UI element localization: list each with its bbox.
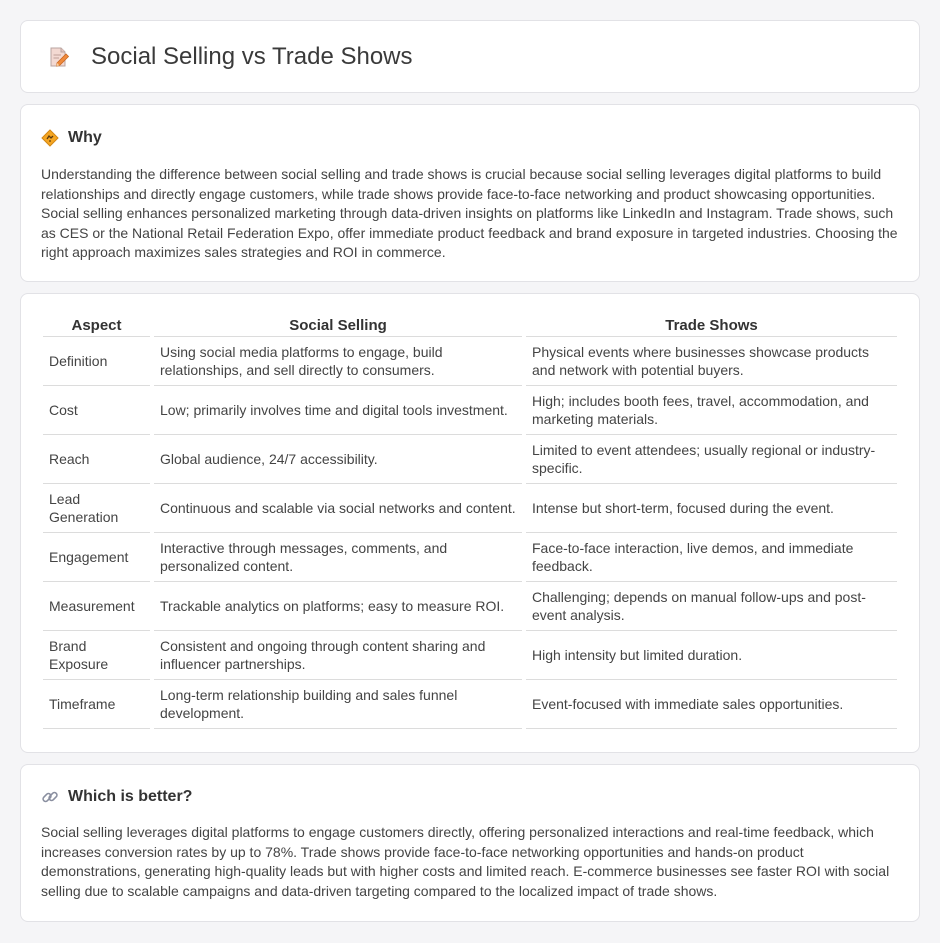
document-edit-icon <box>48 46 70 68</box>
row-aspect: Lead Generation <box>43 484 150 533</box>
why-section <box>20 104 920 282</box>
row-aspect: Brand Exposure <box>43 631 150 680</box>
row-social-selling: Global audience, 24/7 accessibility. <box>154 435 522 484</box>
page-title: Social Selling vs Trade Shows <box>91 42 413 70</box>
table-row <box>43 484 897 533</box>
which-text: Social selling leverages digital platforms to engage customers directly, offering personalized interactions and real-time feedback, which increases conversion rates by up to 78%. Trade shows provide face-to-face networking opportunities and hands-on product demonstrations, generating high-quality leads but with higher costs and limited reach. E-commerce businesses see faster ROI with social selling due to scalable campaigns and data-driven targeting compared to the localized impact of trade shows. <box>41 824 890 899</box>
row-social-selling: Interactive through messages, comments, and personalized content. <box>154 533 522 582</box>
row-aspect: Cost <box>43 386 150 435</box>
row-aspect: Reach <box>43 435 150 484</box>
why-text: Understanding the difference between social selling and trade shows is crucial because social selling leverages digital platforms to build relationships and directly engage customers, while trade shows provide face-to-face networking and product showcasing opportunities. Social selling enhances personalized marketing through data-driven insights on platforms like LinkedIn and Instagram. Trade shows, such as CES or the National Retail Federation Expo, offer immediate product feedback and brand exposure in targeted industries. Choosing the right approach maximizes sales strategies and ROI in commerce. <box>41 166 898 261</box>
row-social-selling: Continuous and scalable via social networks and content. <box>154 484 522 533</box>
table-row <box>43 582 897 631</box>
comparison-table-card <box>20 293 920 753</box>
row-social-selling: Long-term relationship building and sales funnel development. <box>154 680 522 729</box>
row-aspect: Timeframe <box>43 680 150 729</box>
row-trade-shows: Physical events where businesses showcase products and network with potential buyers. <box>526 337 897 386</box>
row-trade-shows: High; includes booth fees, travel, accommodation, and marketing materials. <box>526 386 897 435</box>
row-aspect: Measurement <box>43 582 150 631</box>
why-heading: Why <box>68 129 102 146</box>
which-heading: Which is better? <box>68 788 193 805</box>
row-trade-shows: Challenging; depends on manual follow-ups and post-event analysis. <box>526 582 897 631</box>
why-heading-row <box>41 129 899 147</box>
column-header-trade-shows: Trade Shows <box>526 314 897 337</box>
table-row <box>43 631 897 680</box>
table-row <box>43 533 897 582</box>
comparison-table <box>43 314 897 729</box>
row-social-selling: Low; primarily involves time and digital tools investment. <box>154 386 522 435</box>
table-row <box>43 435 897 484</box>
row-social-selling: Trackable analytics on platforms; easy to measure ROI. <box>154 582 522 631</box>
table-row <box>43 680 897 729</box>
row-trade-shows: Intense but short-term, focused during the event. <box>526 484 897 533</box>
row-aspect: Engagement <box>43 533 150 582</box>
column-header-social-selling: Social Selling <box>154 314 522 337</box>
table-row <box>43 337 897 386</box>
column-header-aspect: Aspect <box>43 314 150 337</box>
diamond-warning-icon <box>41 129 61 147</box>
row-trade-shows: Face-to-face interaction, live demos, and immediate feedback. <box>526 533 897 582</box>
which-is-better-section <box>20 764 920 922</box>
table-header-row <box>43 314 897 337</box>
row-social-selling: Using social media platforms to engage, build relationships, and sell directly to consumers. <box>154 337 522 386</box>
table-row <box>43 386 897 435</box>
row-aspect: Definition <box>43 337 150 386</box>
row-trade-shows: Event-focused with immediate sales opportunities. <box>526 680 897 729</box>
row-trade-shows: High intensity but limited duration. <box>526 631 897 680</box>
row-trade-shows: Limited to event attendees; usually regional or industry-specific. <box>526 435 897 484</box>
which-heading-row <box>41 788 899 806</box>
header-card <box>20 20 920 93</box>
link-icon <box>41 788 61 806</box>
row-social-selling: Consistent and ongoing through content sharing and influencer partnerships. <box>154 631 522 680</box>
